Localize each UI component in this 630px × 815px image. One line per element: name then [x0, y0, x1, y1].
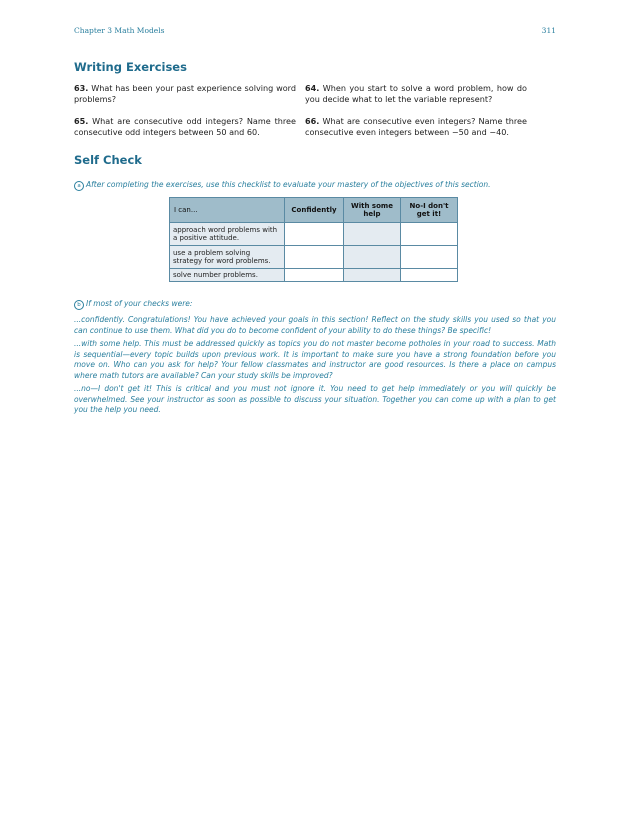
exercise-66 [305, 116, 527, 138]
checkbox-cell-dont-get-it[interactable] [401, 269, 458, 282]
column-header-with-some-help: With some help [344, 198, 401, 223]
feedback-with-some-help: ...with some help. This must be addressed quickly as topics you do not master become potholes in your road to success. Math is sequential—every topic builds upon previous work. It is important to make sure you have a strong foundation before you move on. Who can you ask for help? Your fellow classmates and instructor are good resources. Is there a place on campus where math tutors are available? Can your study skills be improved? [74, 339, 556, 380]
column-header-i-can: I can... [170, 198, 285, 223]
exercise-number: 63. [74, 83, 89, 93]
checkbox-cell-dont-get-it[interactable] [401, 246, 458, 269]
most-checks-text: If most of your checks were: [86, 299, 193, 308]
feedback-dont-get-it: ...no—I don't get it! This is critical and you must not ignore it. You need to get help immediately or you will quickly be overwhelmed. See your instructor as soon as possible to discuss your situation. Together you can come up with a plan to get you the help you need. [74, 384, 556, 415]
exercise-number: 65. [74, 116, 89, 126]
exercise-number: 66. [305, 116, 320, 126]
page-number: 311 [541, 26, 556, 35]
circled-a-icon: a [74, 181, 84, 191]
checkbox-cell-with-some-help[interactable] [344, 246, 401, 269]
column-header-dont-get-it: No-I don't get it! [401, 198, 458, 223]
exercise-text: What are consecutive odd integers? Name three consecutive odd integers between 50 and 60. [74, 116, 296, 137]
self-check-intro [74, 180, 564, 191]
exercise-64 [305, 83, 527, 105]
checkbox-cell-confidently[interactable] [285, 223, 344, 246]
self-check-heading: Self Check [74, 153, 142, 167]
checkbox-cell-confidently[interactable] [285, 269, 344, 282]
column-header-confidently: Confidently [285, 198, 344, 223]
row-label: use a problem solving strategy for word problems. [170, 246, 285, 269]
exercise-text: What are consecutive even integers? Name three consecutive even integers between −50 and −40. [305, 116, 527, 137]
page-header [74, 26, 556, 38]
row-label: solve number problems. [170, 269, 285, 282]
exercise-text: When you start to solve a word problem, how do you decide what to let the variable represent? [305, 83, 528, 104]
feedback-confidently: ...confidently. Congratulations! You have achieved your goals in this section! Reflect on the study skills you used so that you can continue to use them. What did you do to become confident of your ability to do these things? Be specific! [74, 315, 556, 335]
exercise-text: What has been your past experience solving word problems? [74, 83, 296, 104]
circled-b-icon: b [74, 300, 84, 310]
most-checks-prompt [74, 299, 192, 310]
table-header-row [170, 198, 458, 223]
table-row [170, 269, 458, 282]
checkbox-cell-confidently[interactable] [285, 246, 344, 269]
intro-text: After completing the exercises, use this checklist to evaluate your mastery of the objectives of this section. [86, 180, 491, 189]
checkbox-cell-dont-get-it[interactable] [401, 223, 458, 246]
exercise-63 [74, 83, 296, 105]
writing-exercises-heading: Writing Exercises [74, 60, 187, 74]
exercise-number: 64. [305, 83, 320, 93]
exercise-65 [74, 116, 296, 138]
checkbox-cell-with-some-help[interactable] [344, 223, 401, 246]
row-label: approach word problems with a positive attitude. [170, 223, 285, 246]
table-row [170, 223, 458, 246]
table-row [170, 246, 458, 269]
self-check-table [169, 197, 458, 282]
checkbox-cell-with-some-help[interactable] [344, 269, 401, 282]
chapter-title: Chapter 3 Math Models [74, 26, 165, 35]
